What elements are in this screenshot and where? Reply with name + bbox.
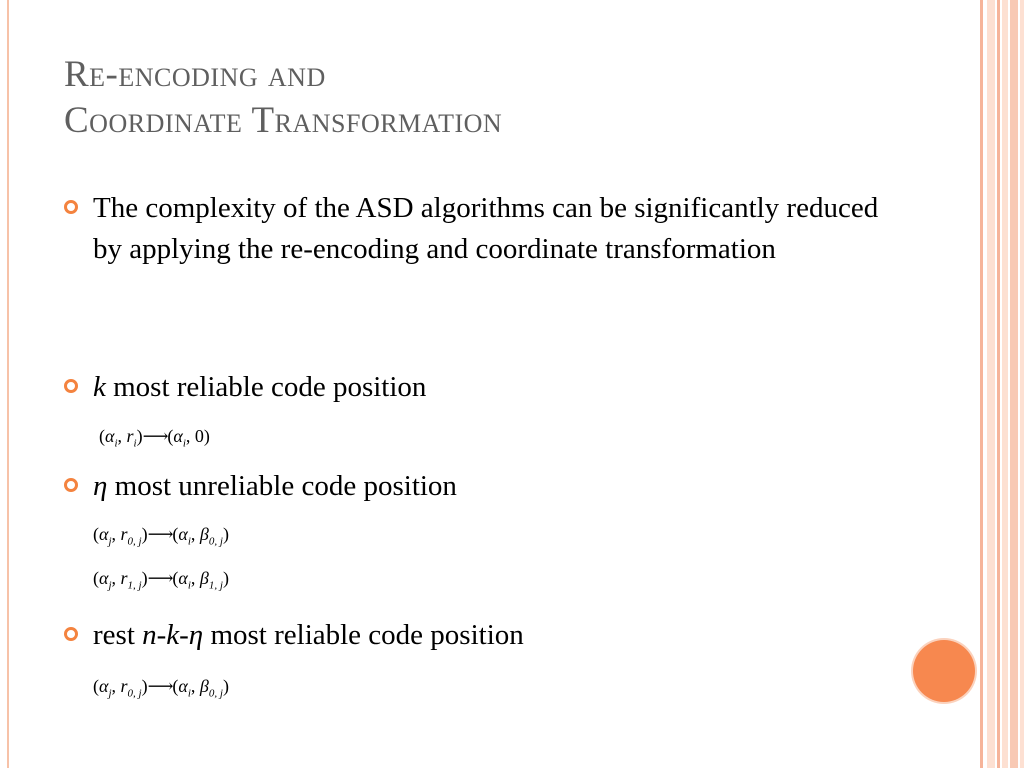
math-variable: n-k-η bbox=[142, 619, 204, 651]
formula-symbol: α bbox=[173, 426, 183, 446]
math-variable: k bbox=[93, 371, 106, 403]
formula-symbol: α bbox=[99, 676, 109, 696]
formula-subscript: i bbox=[187, 687, 191, 700]
title-line-2: Coordinate Transformation bbox=[64, 100, 503, 141]
left-border-line bbox=[7, 0, 9, 768]
arrow-icon: ⟶ bbox=[142, 426, 168, 446]
stripe bbox=[1002, 0, 1008, 768]
bullet-item-2 bbox=[64, 367, 884, 408]
formula-3: ($\alpha_j$, $r_{1, j})⟶(\alpha_i$, $\beta_{1, j}$) bbox=[93, 568, 229, 592]
formula-symbol: r bbox=[126, 426, 134, 446]
formula-subscript: i bbox=[187, 535, 191, 548]
formula-symbol: β bbox=[199, 676, 209, 696]
right-decorative-stripes bbox=[980, 0, 1024, 768]
formula-2: ($\alpha_j$, $r_{0, j})⟶(\alpha_i$, $\beta_{0, j}$) bbox=[93, 524, 229, 548]
formula-subscript: 0, j bbox=[127, 687, 142, 700]
ring-bullet-icon bbox=[64, 379, 78, 393]
slide-title bbox=[64, 52, 502, 144]
arrow-icon: ⟶ bbox=[147, 568, 173, 588]
formula-symbol: α bbox=[105, 426, 115, 446]
bullet-text-rest: most reliable code position bbox=[105, 371, 427, 403]
formula-subscript: j bbox=[108, 579, 112, 592]
math-variable: η bbox=[93, 470, 108, 502]
stripe bbox=[987, 0, 995, 768]
bullet-item-1 bbox=[64, 188, 884, 270]
formula-subscript: j bbox=[108, 687, 112, 700]
formula-subscript: i bbox=[187, 579, 191, 592]
bullet-text bbox=[93, 615, 884, 656]
bullet-item-4 bbox=[64, 615, 884, 656]
stripe bbox=[997, 0, 1000, 768]
ring-bullet-icon bbox=[64, 627, 78, 641]
formula-symbol: 0 bbox=[194, 426, 204, 446]
formula-subscript: j bbox=[108, 535, 112, 548]
formula-symbol: α bbox=[178, 524, 188, 544]
formula-subscript: 0, j bbox=[208, 687, 223, 700]
bullet-text-rest: most reliable code position bbox=[203, 619, 524, 651]
ring-bullet-icon bbox=[64, 478, 78, 492]
bullet-text-rest: most unreliable code position bbox=[107, 470, 457, 502]
formula-subscript: 0, j bbox=[208, 535, 223, 548]
formula-subscript: i bbox=[182, 437, 186, 450]
formula-subscript: 1, j bbox=[127, 579, 142, 592]
formula-1: ($\alpha_i$, $r_i)⟶(\alpha_i$, 0) bbox=[99, 426, 210, 450]
ring-bullet-icon bbox=[64, 200, 78, 214]
formula-4: ($\alpha_j$, $r_{0, j})⟶(\alpha_i$, $\beta_{0, j}$) bbox=[93, 676, 229, 700]
formula-symbol: β bbox=[199, 568, 209, 588]
formula-symbol: α bbox=[99, 568, 109, 588]
formula-symbol: α bbox=[178, 676, 188, 696]
formula-symbol: r bbox=[120, 676, 128, 696]
stripe bbox=[1010, 0, 1018, 768]
arrow-icon: ⟶ bbox=[147, 524, 173, 544]
stripe bbox=[1020, 0, 1024, 768]
formula-subscript: 0, j bbox=[127, 535, 142, 548]
formula-symbol: α bbox=[178, 568, 188, 588]
formula-symbol: β bbox=[199, 524, 209, 544]
bullet-text bbox=[93, 466, 884, 507]
bullet-item-3 bbox=[64, 466, 884, 507]
formula-symbol: α bbox=[99, 524, 109, 544]
formula-symbol: r bbox=[120, 524, 128, 544]
bullet-text: The complexity of the ASD algorithms can be significantly reduced by applying the re-encoding and coordinate transformation bbox=[93, 192, 879, 265]
formula-subscript: i bbox=[133, 437, 137, 450]
formula-subscript: 1, j bbox=[208, 579, 223, 592]
stripe bbox=[980, 0, 983, 768]
formula-subscript: i bbox=[114, 437, 118, 450]
title-line-1: Re-encoding and bbox=[64, 54, 326, 95]
bullet-text-prefix: rest bbox=[93, 619, 143, 651]
arrow-icon: ⟶ bbox=[147, 676, 173, 696]
bullet-text bbox=[93, 367, 884, 408]
orange-circle-decoration bbox=[913, 640, 975, 702]
formula-symbol: r bbox=[120, 568, 128, 588]
